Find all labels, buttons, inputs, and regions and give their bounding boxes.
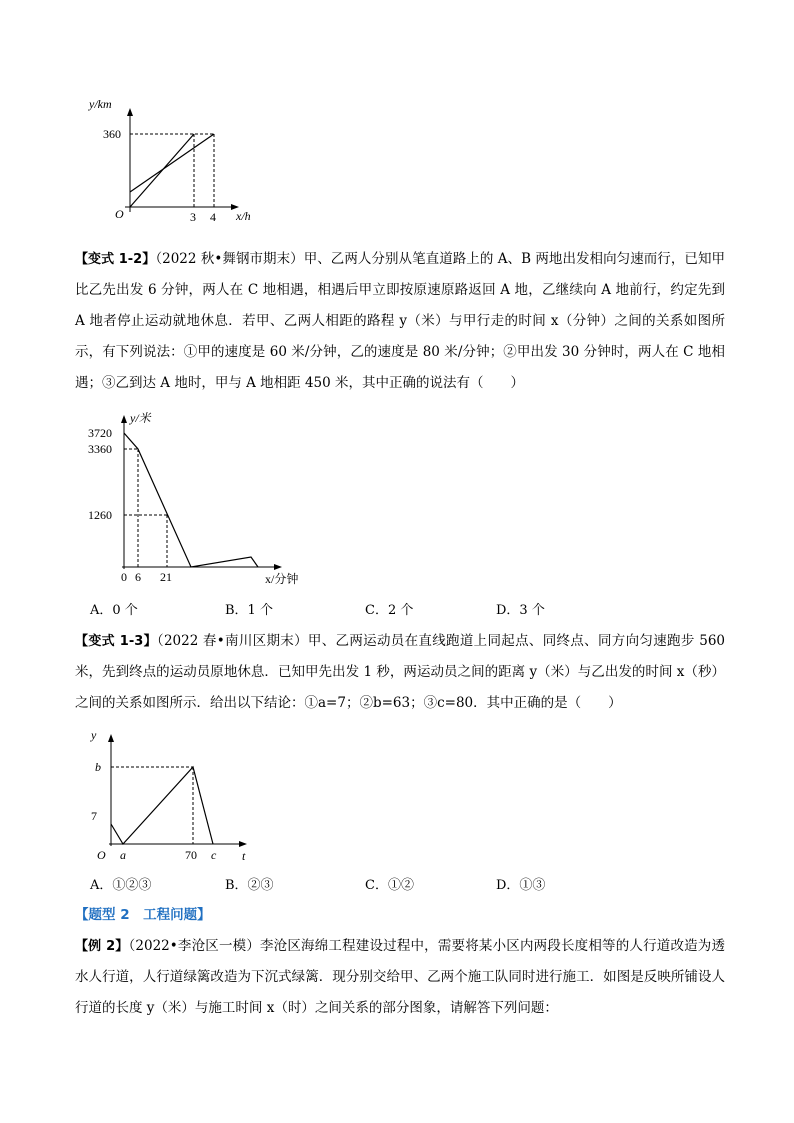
fig2-y-label-text: y/米 — [130, 411, 151, 425]
option-b[interactable]: B．②③ — [225, 878, 274, 893]
fig3-graph-line — [111, 767, 213, 844]
option-b[interactable]: B．1 个 — [225, 603, 273, 618]
fig3-x-arrow — [239, 841, 247, 847]
fig1-y-arrow — [127, 108, 133, 116]
fig1-x-tick-3: 3 — [190, 210, 196, 224]
fig3-x-tick-a: a — [120, 848, 126, 862]
figure-3-distance-time-graph — [85, 722, 265, 867]
figure-2-distance-time-graph — [80, 405, 320, 590]
fig2-y-tick-3360: 3360 — [88, 442, 112, 456]
fig1-origin: O — [115, 207, 124, 221]
fig2-y-label — [129, 411, 152, 425]
example-2 — [75, 931, 725, 1024]
fig3-x-tick-c: c — [211, 848, 217, 862]
option-d[interactable]: D．3 个 — [496, 603, 545, 618]
example-text: （2022•李沧区一模）李沧区海绵工程建设过程中，需要将某小区内两段长度相等的人行道改造为透水人行道，人行道绿篱改造为下沉式绿篱．现分别交给甲、乙两个施工队同时进行施工．如图是反映所铺设人行道的长度 y（米）与施工时间 x（时）之间关系的部分图象，请解答下列问题： — [75, 938, 725, 1016]
fig2-x-tick-0: 0 — [121, 570, 127, 584]
fig1-x-label: x/h — [236, 209, 251, 223]
fig2-x-tick-21: 21 — [160, 570, 172, 584]
question-1-3 — [75, 626, 725, 719]
fig2-y-tick-3720: 3720 — [88, 426, 112, 440]
fig3-x-tick-70: 70 — [185, 848, 197, 862]
fig3-y-tick-7: 7 — [91, 809, 97, 823]
fig1-x-tick-4: 4 — [210, 210, 216, 224]
question-tag: 【变式 1-3】 — [75, 634, 157, 649]
option-c[interactable]: C．2 个 — [365, 603, 414, 618]
figure-1-distance-time-graph — [85, 92, 275, 227]
fig3-y-label: y — [91, 728, 97, 742]
example-tag: 【例 2】 — [75, 939, 129, 954]
question-tag: 【变式 1-2】 — [75, 252, 156, 267]
fig2-graph-line — [124, 433, 258, 567]
fig2-x-tick-6: 6 — [135, 570, 141, 584]
fig2-y-arrow — [121, 415, 127, 423]
fig3-origin: O — [97, 848, 106, 862]
option-c[interactable]: C．①② — [365, 878, 414, 893]
options-1-3 — [90, 874, 690, 894]
fig1-line-slow — [130, 134, 214, 192]
fig3-x-label: t — [242, 849, 246, 863]
option-a[interactable]: A．0 个 — [90, 603, 138, 618]
fig1-y-tick: 360 — [103, 127, 121, 141]
fig1-y-label: y/km — [89, 97, 112, 111]
fig3-y-arrow — [108, 734, 114, 742]
section-heading: 【题型 2 工程问题】 — [75, 907, 211, 923]
options-1-2 — [90, 599, 690, 619]
fig2-x-label: x/分钟 — [265, 572, 299, 586]
question-text: （2022 春•南川区期末）甲、乙两运动员在直线跑道上同起点、同终点、同方向匀速跑步 560 米，先到终点的运动员原地休息．已知甲先出发 1 秒，两运动员之间的距离 y（米）与乙出发的时间 x（秒）之间的关系如图所示．给出以下结论：①a=7；②b=63；③c=80．其中正确的是（ ） — [75, 633, 725, 711]
fig2-x-arrow — [274, 564, 282, 570]
question-text: （2022 秋•舞钢市期末）甲、乙两人分别从笔直道路上的 A、B 两地出发相向匀速而行，已知甲比乙先出发 6 分钟，两人在 C 地相遇，相遇后甲立即按原速原路返回 A 地，乙继续向 A 地前行，约定先到 A 地者停止运动就地休息．若甲、乙两人相距的路程 y（米）与甲行走的时间 x（分钟）之间的关系如图所示，有下列说法：①甲的速度是 60 米/分钟，乙的速度是 80 米/分钟；②甲出发 30 分钟时，两人在 C 地相遇；③乙到达 A 地时，甲与 A 地相距 450 米，其中正确的说法有（ ） — [75, 251, 725, 391]
option-a[interactable]: A．①②③ — [90, 878, 152, 893]
fig2-y-tick-1260: 1260 — [88, 508, 112, 522]
fig3-y-tick-b: b — [95, 760, 101, 774]
option-d[interactable]: D．①③ — [496, 878, 546, 893]
question-1-2 — [75, 244, 725, 399]
